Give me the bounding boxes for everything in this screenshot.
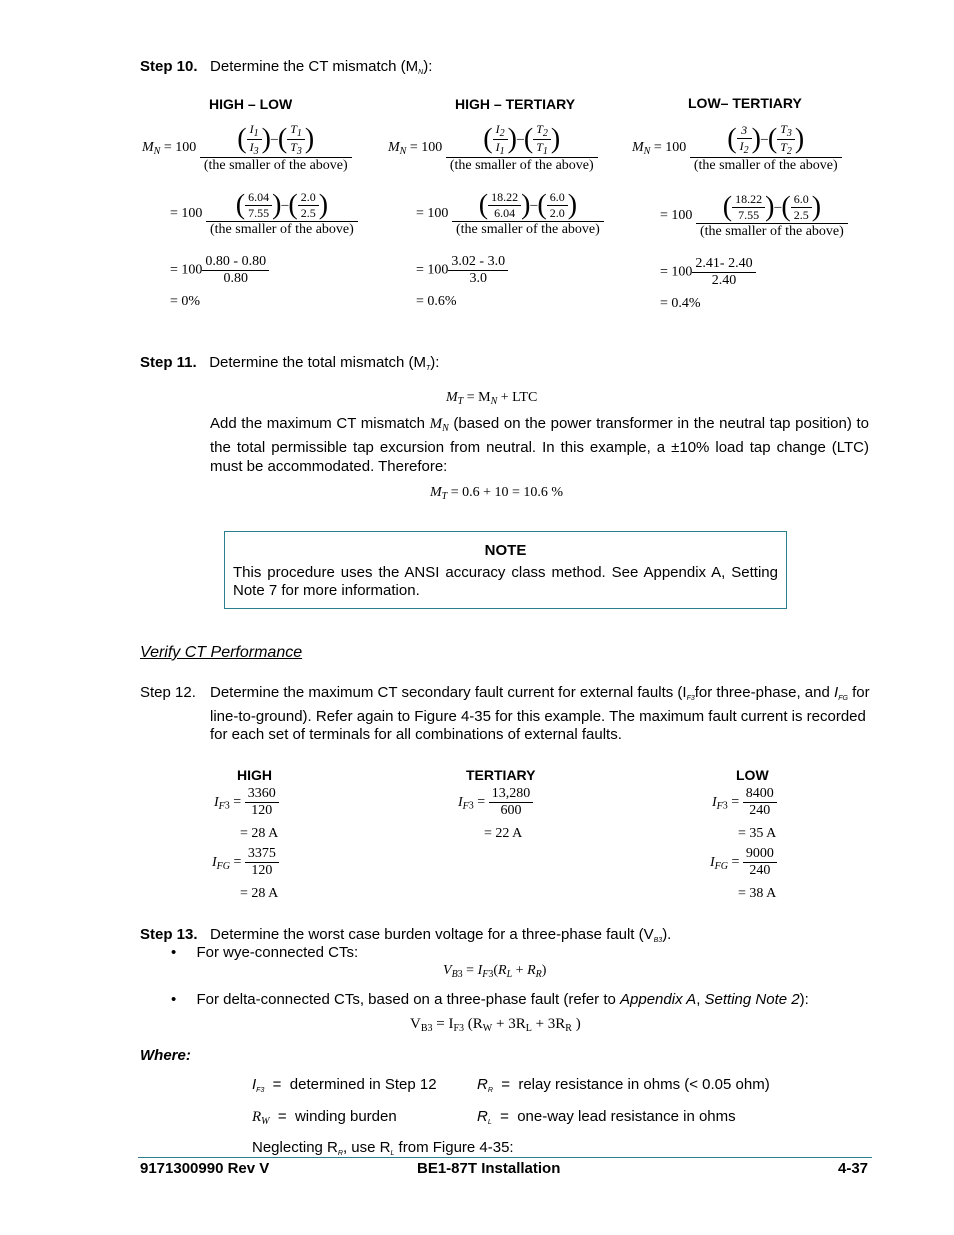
hl-v1: 6.04	[245, 190, 272, 206]
step13-sub: B3	[653, 937, 663, 944]
step10-label: Step 10.	[140, 58, 198, 75]
col-low: LOW	[736, 767, 769, 783]
note-box	[224, 531, 787, 609]
hl-result: = 0%	[170, 294, 201, 309]
ht-smaller-2: (the smaller of the above)	[455, 222, 600, 237]
section-title: Verify CT Performance	[140, 644, 303, 661]
ht-result: = 0.6%	[416, 294, 457, 309]
neglect-c: from Figure 4-35:	[394, 1139, 514, 1156]
tertiary-f3-result: = 22 A	[484, 826, 523, 841]
def-rw-text: winding burden	[294, 1108, 397, 1125]
high-f3-num: 3360	[245, 786, 279, 803]
bullet2-tail: ):	[799, 991, 809, 1008]
low-fg-den: 240	[749, 863, 771, 878]
def-if3-text: determined in Step 12	[289, 1076, 437, 1093]
step11-para-a: Add the maximum CT mismatch	[210, 415, 425, 432]
mt-equation: $M_T = M_N$ + LTC	[446, 390, 538, 407]
ht-den: 3.0	[469, 271, 487, 286]
mt-eq-a: = M	[466, 390, 491, 405]
mt-eq-sub: N	[490, 396, 498, 407]
high-fg-den: 120	[251, 863, 273, 878]
lt-num: 2.41- 2.40	[692, 256, 755, 273]
lt-smaller-2: (the smaller of the above)	[699, 224, 844, 239]
lt-smaller-1: (the smaller of the above)	[693, 158, 838, 173]
footer-docnum: 9171300990 Rev V	[140, 1160, 270, 1177]
step11-tail: ):	[430, 354, 440, 371]
lt-v3: 6.0	[791, 192, 812, 208]
col-high-tertiary: HIGH – TERTIARY	[455, 96, 576, 112]
hl-v2: 7.55	[248, 206, 270, 220]
def-rl-text: one-way lead resistance in ohms	[517, 1108, 736, 1125]
footer-rule	[138, 1157, 872, 1158]
note-text: This procedure uses the ANSI accuracy class method. See Appendix A, Setting Note 7 for more information.	[233, 564, 778, 599]
hl-den: 0.80	[223, 271, 248, 286]
footer-page: 4-37	[838, 1160, 869, 1177]
bullet2-sep: ,	[696, 991, 701, 1008]
hl-smaller-1: (the smaller of the above)	[203, 158, 348, 173]
high-fg-result: = 28 A	[240, 886, 279, 901]
def-rr: $R_R$ = relay resistance in ohms (< 0.05 ohm)	[477, 1076, 770, 1094]
step11-text: Determine the total mismatch (M	[209, 354, 426, 371]
ht-v1: 18.22	[488, 190, 521, 206]
mt-eq-tail: + LTC	[497, 390, 538, 405]
ht-num: 3.02 - 3.0	[448, 254, 508, 271]
step11-label: Step 11.	[140, 354, 197, 371]
ht-v3: 6.0	[547, 190, 568, 206]
ht-formula: $M_N = 100$ ( $\frac{I_2}{I_1}$ )–( $\frac{T_2}{T_1}$ ) (the smaller of the above)	[388, 122, 598, 174]
col-high-low: HIGH – LOW	[209, 96, 293, 112]
ht-sub: = 100 ( $\frac{18.22}{6.04}$ )–( $\frac{6.0}{2.0}$ ) (the smaller of the above)	[416, 190, 604, 238]
lt-result: = 0.4%	[660, 296, 701, 311]
bullet2-ref-note: Setting Note 2	[704, 991, 800, 1008]
bullet2-text: For delta-connected CTs, based on a three-phase fault (refer to	[196, 991, 616, 1008]
hl-v3: 2.0	[298, 190, 319, 206]
hl-num: 0.80 - 0.80	[202, 254, 269, 271]
low-f3-num: 8400	[743, 786, 777, 803]
low-fg-result: = 38 A	[738, 886, 777, 901]
step11-sub: T	[425, 365, 431, 372]
hl-sub: = 100 ( $\frac{6.04}{7.55}$ )–( $\frac{2.0}{2.5}$ ) (the smaller of the above)	[170, 190, 358, 238]
hl-v4: 2.5	[300, 206, 316, 220]
low-fg-num: 9000	[743, 846, 777, 863]
step12-text-a: Determine the maximum CT secondary fault current for external faults (I	[210, 684, 687, 701]
step11-paragraph: Add the maximum CT mismatch $M_N$ (based on the power transformer in the neutral tap position) to the total permissible tap excursion from neutral. In this example, a ±10% load tap change (LTC) must be accommodated. Therefore:	[210, 415, 869, 475]
step13-tail: ).	[662, 926, 672, 943]
step10-sub: N	[418, 69, 424, 76]
step12-text-b: for three-phase, and	[694, 684, 830, 701]
high-f3-den: 120	[251, 803, 273, 818]
step12-text-c: for line-to-ground). Refer again to Figure 4-35 for this example. The maximum fault current is recorded for each set of terminals for all combinations of external faults.	[210, 684, 870, 743]
ht-v4: 2.0	[549, 206, 565, 220]
low-f3-den: 240	[749, 803, 771, 818]
high-f3-result: = 28 A	[240, 826, 279, 841]
mt-result-equation: $M_T = 0.6 + 10 = 10.6$ %	[430, 485, 564, 502]
high-if3: $I_{F3}$ = $\frac{3360}{120}$	[214, 786, 279, 819]
bullet2	[171, 991, 809, 1008]
lt-v2: 7.55	[738, 208, 760, 222]
hl-smaller-2: (the smaller of the above)	[209, 222, 354, 237]
mt-result: = 0.6 + 10 = 10.6 %	[447, 485, 564, 500]
hl-formula: $M_N = 100$ ( $\frac{I_1}{I_3}$ )–( $\frac{T_1}{T_3}$ ) (the smaller of the above)	[142, 122, 352, 174]
bullet1-dot: •	[171, 944, 177, 961]
tertiary-f3-num: 13,280	[489, 786, 534, 803]
def-rr-text: relay resistance in ohms (< 0.05 ohm)	[518, 1076, 770, 1093]
bullet2-ref-appendix: Appendix A	[620, 991, 697, 1008]
col-high: HIGH	[237, 767, 272, 783]
step11-para-b: (based on the power transformer in the neutral tap position) to the total permissible tap excursion from neutral. In this example, a ±10% load tap change (LTC) must be accommodated. Therefore:	[210, 415, 869, 475]
neglect-b: , use R	[342, 1139, 391, 1156]
lt-den: 2.40	[711, 273, 737, 288]
low-if3: $I_{F3}$ = $\frac{8400}{240}$	[712, 786, 777, 819]
step11-heading	[140, 354, 439, 372]
vb3-wye-equation: $V_{B3} = I_{F3}(R_L + R_R)$	[443, 963, 547, 980]
ht-smaller-1: (the smaller of the above)	[449, 158, 594, 173]
hl-calc: = 100 $\frac{0.80 - 0.80}{0.80}$	[170, 254, 269, 287]
step13-label: Step 13.	[140, 926, 198, 943]
tertiary-f3-den: 600	[500, 803, 522, 818]
note-title: NOTE	[484, 542, 527, 559]
high-ifg: $I_{FG}$ = $\frac{3375}{120}$	[212, 846, 279, 879]
lt-formula: $M_N = 100$ ( $\frac{3}{I_2}$ )–( $\frac{T_3}{T_2}$ ) (the smaller of the above)	[632, 122, 842, 174]
low-f3-result: = 35 A	[738, 826, 777, 841]
vb3-delta-equation: $V_{B3} = I_{F3}$ ($R_W + 3R_L + 3R_R$ )	[410, 1016, 581, 1034]
low-ifg: $I_{FG}$ = $\frac{9000}{240}$	[710, 846, 777, 879]
step13-text: Determine the worst case burden voltage for a three-phase fault (V	[210, 926, 654, 943]
step13-heading	[140, 926, 671, 944]
def-if3: $I_{F3}$ = determined in Step 12	[252, 1076, 437, 1094]
lt-v1: 18.22	[732, 192, 765, 208]
neglect-line: Neglecting $R_R$, use $R_L$ from Figure 4-35:	[252, 1139, 514, 1157]
ht-v2: 6.04	[494, 206, 516, 220]
ht-calc: = 100 $\frac{3.02 - 3.0}{3.0}$	[416, 254, 508, 287]
step12-label: Step 12.	[140, 684, 196, 701]
tertiary-if3: $I_{F3}$ = $\frac{13,280}{600}$	[458, 786, 533, 819]
col-tertiary: TERTIARY	[466, 767, 536, 783]
bullet1	[171, 944, 358, 961]
where-title: Where:	[140, 1047, 191, 1064]
step10-heading	[140, 58, 432, 76]
col-low-tertiary: LOW– TERTIARY	[688, 95, 802, 111]
high-fg-num: 3375	[245, 846, 279, 863]
bullet1-text: For wye-connected CTs:	[196, 944, 359, 961]
def-rw: $R_W$ = winding burden	[252, 1108, 397, 1127]
neglect-a: Neglecting R	[252, 1139, 338, 1156]
step10-text: Determine the CT mismatch (M	[210, 58, 419, 75]
step10-tail: ):	[423, 58, 433, 75]
step12-sub-fg: FG	[838, 695, 848, 702]
bullet2-dot: •	[171, 991, 177, 1008]
def-rl: $R_L = one-way$ lead resistance in ohms	[477, 1108, 736, 1126]
lt-sub: = 100 ( $\frac{18.22}{7.55}$ )–( $\frac{6.0}{2.5}$ ) (the smaller of the above)	[660, 192, 848, 240]
step12-sub-f3: F3	[686, 695, 695, 702]
footer-title: BE1-87T Installation	[417, 1160, 561, 1177]
step12-text: Determine the maximum CT secondary fault current for external faults ($I_{F3}for$ three-phase, and $I_{FG}$ for line-to-ground). Refer again to Figure 4-35 for this example. The maximum fault current is recorded for each set of terminals for all combinations of external faults.	[210, 684, 870, 743]
lt-v4: 2.5	[793, 208, 809, 222]
lt-calc: = 100 $\frac{2.41- 2.40}{2.40}$	[660, 256, 756, 289]
